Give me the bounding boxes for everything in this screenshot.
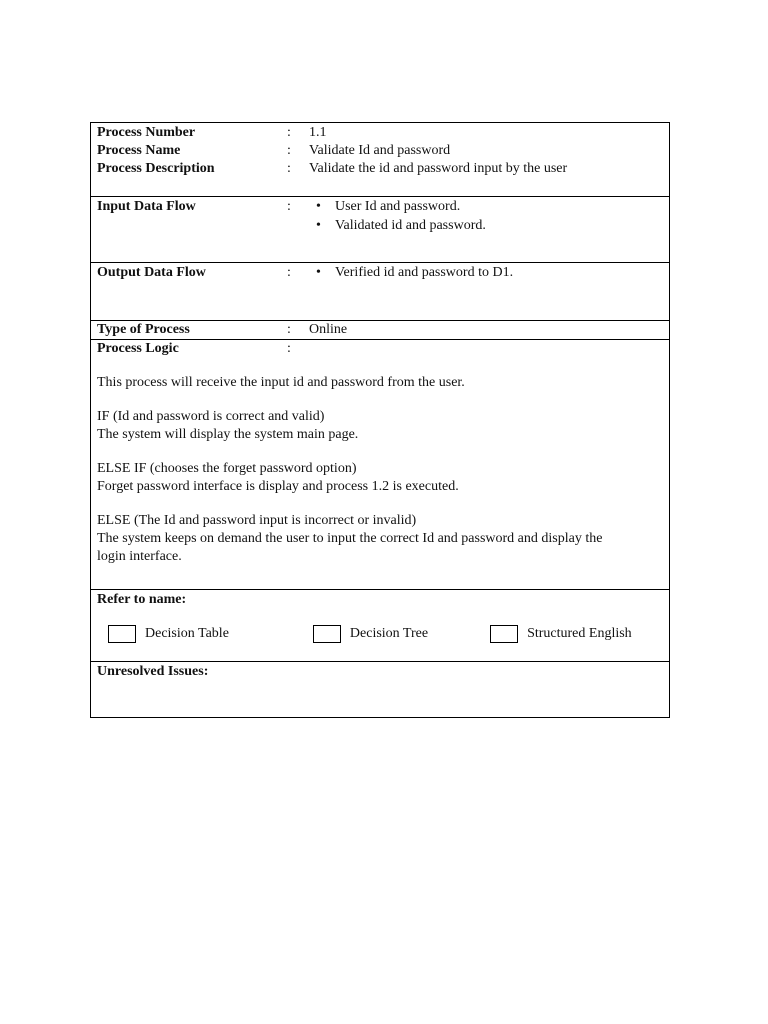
decision-table-option[interactable]: [108, 625, 229, 643]
refer-to-name-section: [91, 590, 669, 662]
process-description-row: [97, 160, 663, 178]
input-data-flow-row: [97, 198, 663, 236]
bullet-icon: •: [316, 265, 321, 280]
type-of-process-value: Online: [309, 322, 348, 337]
logic-if-condition: IF (Id and password is correct and valid): [97, 409, 325, 424]
colon: :: [287, 199, 291, 214]
refer-options-row: [97, 624, 663, 644]
input-data-flow-section: [91, 197, 669, 263]
colon: :: [287, 125, 291, 140]
structured-english-checkbox[interactable]: [490, 625, 518, 643]
process-logic-row: [97, 340, 663, 358]
unresolved-issues-section: [91, 662, 669, 717]
logic-if-action: The system will display the system main page.: [97, 427, 359, 442]
input-data-flow-label: Input Data Flow: [97, 199, 196, 214]
list-item: [309, 198, 663, 217]
process-number-label: Process Number: [97, 125, 196, 140]
logic-elseif-condition: ELSE IF (chooses the forget password option): [97, 461, 357, 476]
colon: :: [287, 143, 291, 158]
output-data-flow-row: [97, 264, 663, 283]
decision-tree-label: Decision Tree: [349, 626, 429, 641]
process-number-row: [97, 124, 663, 142]
output-flow-item: Verified id and password to D1.: [335, 265, 514, 280]
process-logic-section: [91, 340, 669, 590]
list-item: [309, 264, 663, 283]
structured-english-option[interactable]: [490, 625, 632, 643]
process-number-value: 1.1: [309, 125, 327, 140]
decision-table-label: Decision Table: [145, 626, 229, 641]
decision-table-checkbox[interactable]: [108, 625, 136, 643]
decision-tree-option[interactable]: [313, 625, 428, 643]
output-data-flow-list-wrap: [309, 264, 663, 283]
logic-else-action-line1: The system keeps on demand the user to input the correct Id and password and display the: [97, 531, 603, 546]
input-data-flow-list: [309, 198, 663, 236]
type-of-process-section: [91, 321, 669, 340]
output-data-flow-list: [309, 264, 663, 283]
input-data-flow-list-wrap: [309, 198, 663, 236]
input-flow-item: Validated id and password.: [335, 218, 486, 233]
decision-tree-checkbox[interactable]: [313, 625, 341, 643]
bullet-icon: •: [316, 199, 321, 214]
output-data-flow-label: Output Data Flow: [97, 265, 206, 280]
structured-english-label: Structured English: [527, 626, 632, 641]
process-logic-label: Process Logic: [97, 341, 179, 356]
logic-else-action-line2: login interface.: [97, 549, 182, 564]
colon: :: [287, 322, 291, 337]
type-of-process-row: [97, 321, 663, 339]
colon: :: [287, 341, 291, 356]
logic-else-condition: ELSE (The Id and password input is incorrect or invalid): [97, 513, 417, 528]
process-header-section: [91, 123, 669, 197]
process-logic-text: [97, 374, 663, 566]
process-description-label: Process Description: [97, 161, 215, 176]
output-data-flow-section: [91, 263, 669, 321]
process-description-value: Validate the id and password input by the user: [309, 161, 568, 176]
list-item: [309, 217, 663, 236]
process-name-row: [97, 142, 663, 160]
type-of-process-label: Type of Process: [97, 322, 190, 337]
unresolved-issues-label: Unresolved Issues:: [97, 664, 209, 679]
input-flow-item: User Id and password.: [335, 199, 461, 214]
logic-intro: This process will receive the input id and password from the user.: [97, 375, 465, 390]
bullet-icon: •: [316, 218, 321, 233]
process-name-label: Process Name: [97, 143, 181, 158]
refer-to-name-label: Refer to name:: [97, 592, 187, 607]
process-name-value: Validate Id and password: [309, 143, 451, 158]
colon: :: [287, 265, 291, 280]
process-specification-form: [90, 122, 670, 718]
colon: :: [287, 161, 291, 176]
logic-elseif-action: Forget password interface is display and process 1.2 is executed.: [97, 479, 459, 494]
